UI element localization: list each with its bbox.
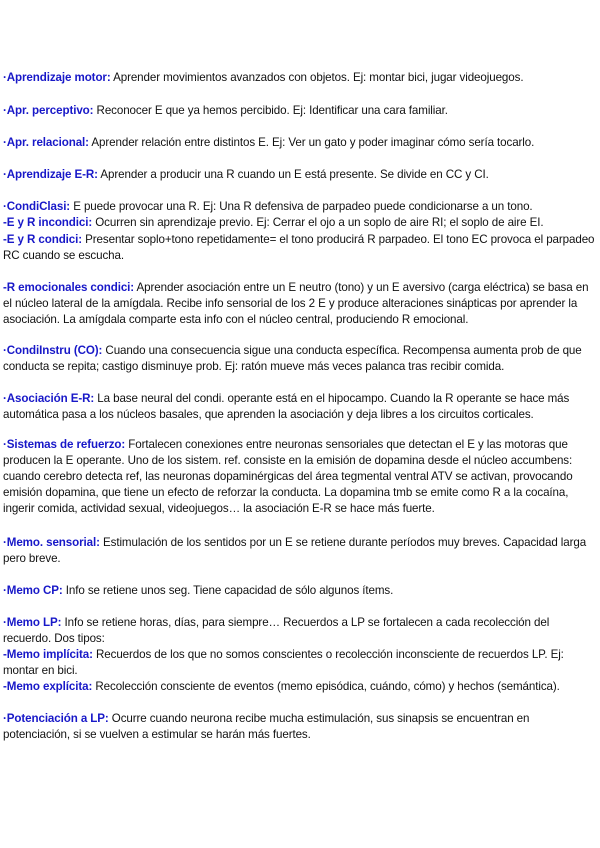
entry-text: Estimulación de los sentidos por un E se retiene durante períodos muy breves. Capacidad larga pero breve. (3, 536, 587, 565)
entry-term: ·Potenciación a LP: (3, 712, 109, 725)
entry-sistemas-de-refuerzo (3, 437, 597, 517)
entry-text: La base neural del condi. operante está en el hipocampo. Cuando la R operante se hace más automática pasa a los núcleos basales, que aprenden la asociación y deja libres a los circuitos corticales. (3, 392, 570, 421)
entry-text: Reconocer E que ya hemos percibido. Ej: Identificar una cara familiar. (93, 104, 448, 117)
entry-text: Recuerdos de los que no somos conscientes o recolección inconsciente de recuerdos LP. Ej: montar en bici. (3, 648, 564, 677)
entry-term: -Memo explícita: (3, 680, 93, 693)
entry-term: ·Memo LP: (3, 616, 62, 629)
entry-memo-implicita (3, 647, 597, 679)
entry-asociacion-e-r (3, 391, 597, 423)
entry-text: Fortalecen conexiones entre neuronas sensoriales que detectan el E y las motoras que producen la E operante. Uno de los sistem. ref. consiste en la emisión de dopamina desde el núcleo accumbens: cuando cerebro detecta ref, las neuronas dopaminérgicas del área tegmental ventral ATV se activan, provocando emisión dopamina, que tiene un efecto de reforzar la conducta. La dopamina tmb se emite como R a la cocaína, ingerir comida, actividad sexual, videojuegos… la asociación E-R se hace más fuerte. (3, 438, 573, 515)
entry-term: ·Memo. sensorial: (3, 536, 100, 549)
entry-text: Aprender relación entre distintos E. Ej: Ver un gato y poder imaginar cómo sería tocarlo. (88, 136, 535, 149)
entry-term: ·Apr. relacional: (3, 136, 89, 149)
entry-memo-sensorial (3, 535, 597, 567)
entry-term: -E y R condici: (3, 233, 83, 246)
entry-term: ·Aprendizaje motor: (3, 71, 111, 84)
entry-term: -E y R incondici: (3, 216, 93, 229)
entry-condiclasi (3, 199, 597, 215)
entry-text: Ocurre cuando neurona recibe mucha estimulación, sus sinapsis se encuentran en potenciación, si se vuelven a estimular se harán más fuertes. (3, 712, 530, 741)
entry-text: Aprender a producir una R cuando un E está presente. Se divide en CC y CI. (97, 168, 489, 181)
entry-term: ·Memo CP: (3, 584, 63, 597)
entry-apr-perceptivo (3, 103, 597, 119)
entry-r-emocionales-condici (3, 280, 597, 328)
entry-condiinstru (3, 343, 597, 375)
entry-term: ·Aprendizaje E-R: (3, 168, 98, 181)
entry-term: ·CondiInstru (CO): (3, 344, 103, 357)
entry-text: Aprender movimientos avanzados con objetos. Ej: montar bici, jugar videojuegos. (110, 71, 524, 84)
entry-aprendizaje-e-r (3, 167, 597, 183)
entry-text: Presentar soplo+tono repetidamente= el tono producirá R parpadeo. El tono EC provoca el parpadeo RC cuando se escucha. (3, 233, 595, 262)
entry-e-r-incondici (3, 215, 597, 231)
entry-memo-cp (3, 583, 597, 599)
entry-e-r-condici (3, 232, 597, 264)
entry-term: -Memo implícita: (3, 648, 93, 661)
entry-text: Ocurren sin aprendizaje previo. Ej: Cerrar el ojo a un soplo de aire RI; el soplo de aire EI. (92, 216, 544, 229)
entry-term: ·Asociación E-R: (3, 392, 95, 405)
entry-text: Recolección consciente de eventos (memo episódica, cuándo, cómo) y hechos (semántica). (92, 680, 560, 693)
entry-term: ·Sistemas de refuerzo: (3, 438, 126, 451)
entry-term: ·CondiClasi: (3, 200, 71, 213)
entry-term: -R emocionales condici: (3, 281, 135, 294)
entry-apr-relacional (3, 135, 597, 151)
entry-memo-explicita (3, 679, 597, 695)
entry-text: E puede provocar una R. Ej: Una R defensiva de parpadeo puede condicionarse a un tono. (70, 200, 533, 213)
entry-memo-lp (3, 615, 597, 647)
entry-text: Cuando una consecuencia sigue una conducta específica. Recompensa aumenta prob de que conducta se repita; castigo disminuye prob. Ej: ratón mueve más veces palanca tras recibir comida. (3, 344, 582, 373)
entry-text: Aprender asociación entre un E neutro (tono) y un E aversivo (carga eléctrica) se basa en el núcleo lateral de la amígdala. Recibe info sensorial de los 2 E y produce alteraciones sinápticas por aprender la asociación. La amígdala comparte esta info con el núcleo central, produciendo R emocional. (3, 281, 589, 326)
entry-aprendizaje-motor (3, 70, 597, 86)
entry-text: Info se retiene unos seg. Tiene capacidad de sólo algunos ítems. (62, 584, 394, 597)
entry-term: ·Apr. perceptivo: (3, 104, 94, 117)
entry-potenciacion-lp (3, 711, 597, 743)
entry-text: Info se retiene horas, días, para siempre… Recuerdos a LP se fortalecen a cada recolección del recuerdo. Dos tipos: (3, 616, 550, 645)
